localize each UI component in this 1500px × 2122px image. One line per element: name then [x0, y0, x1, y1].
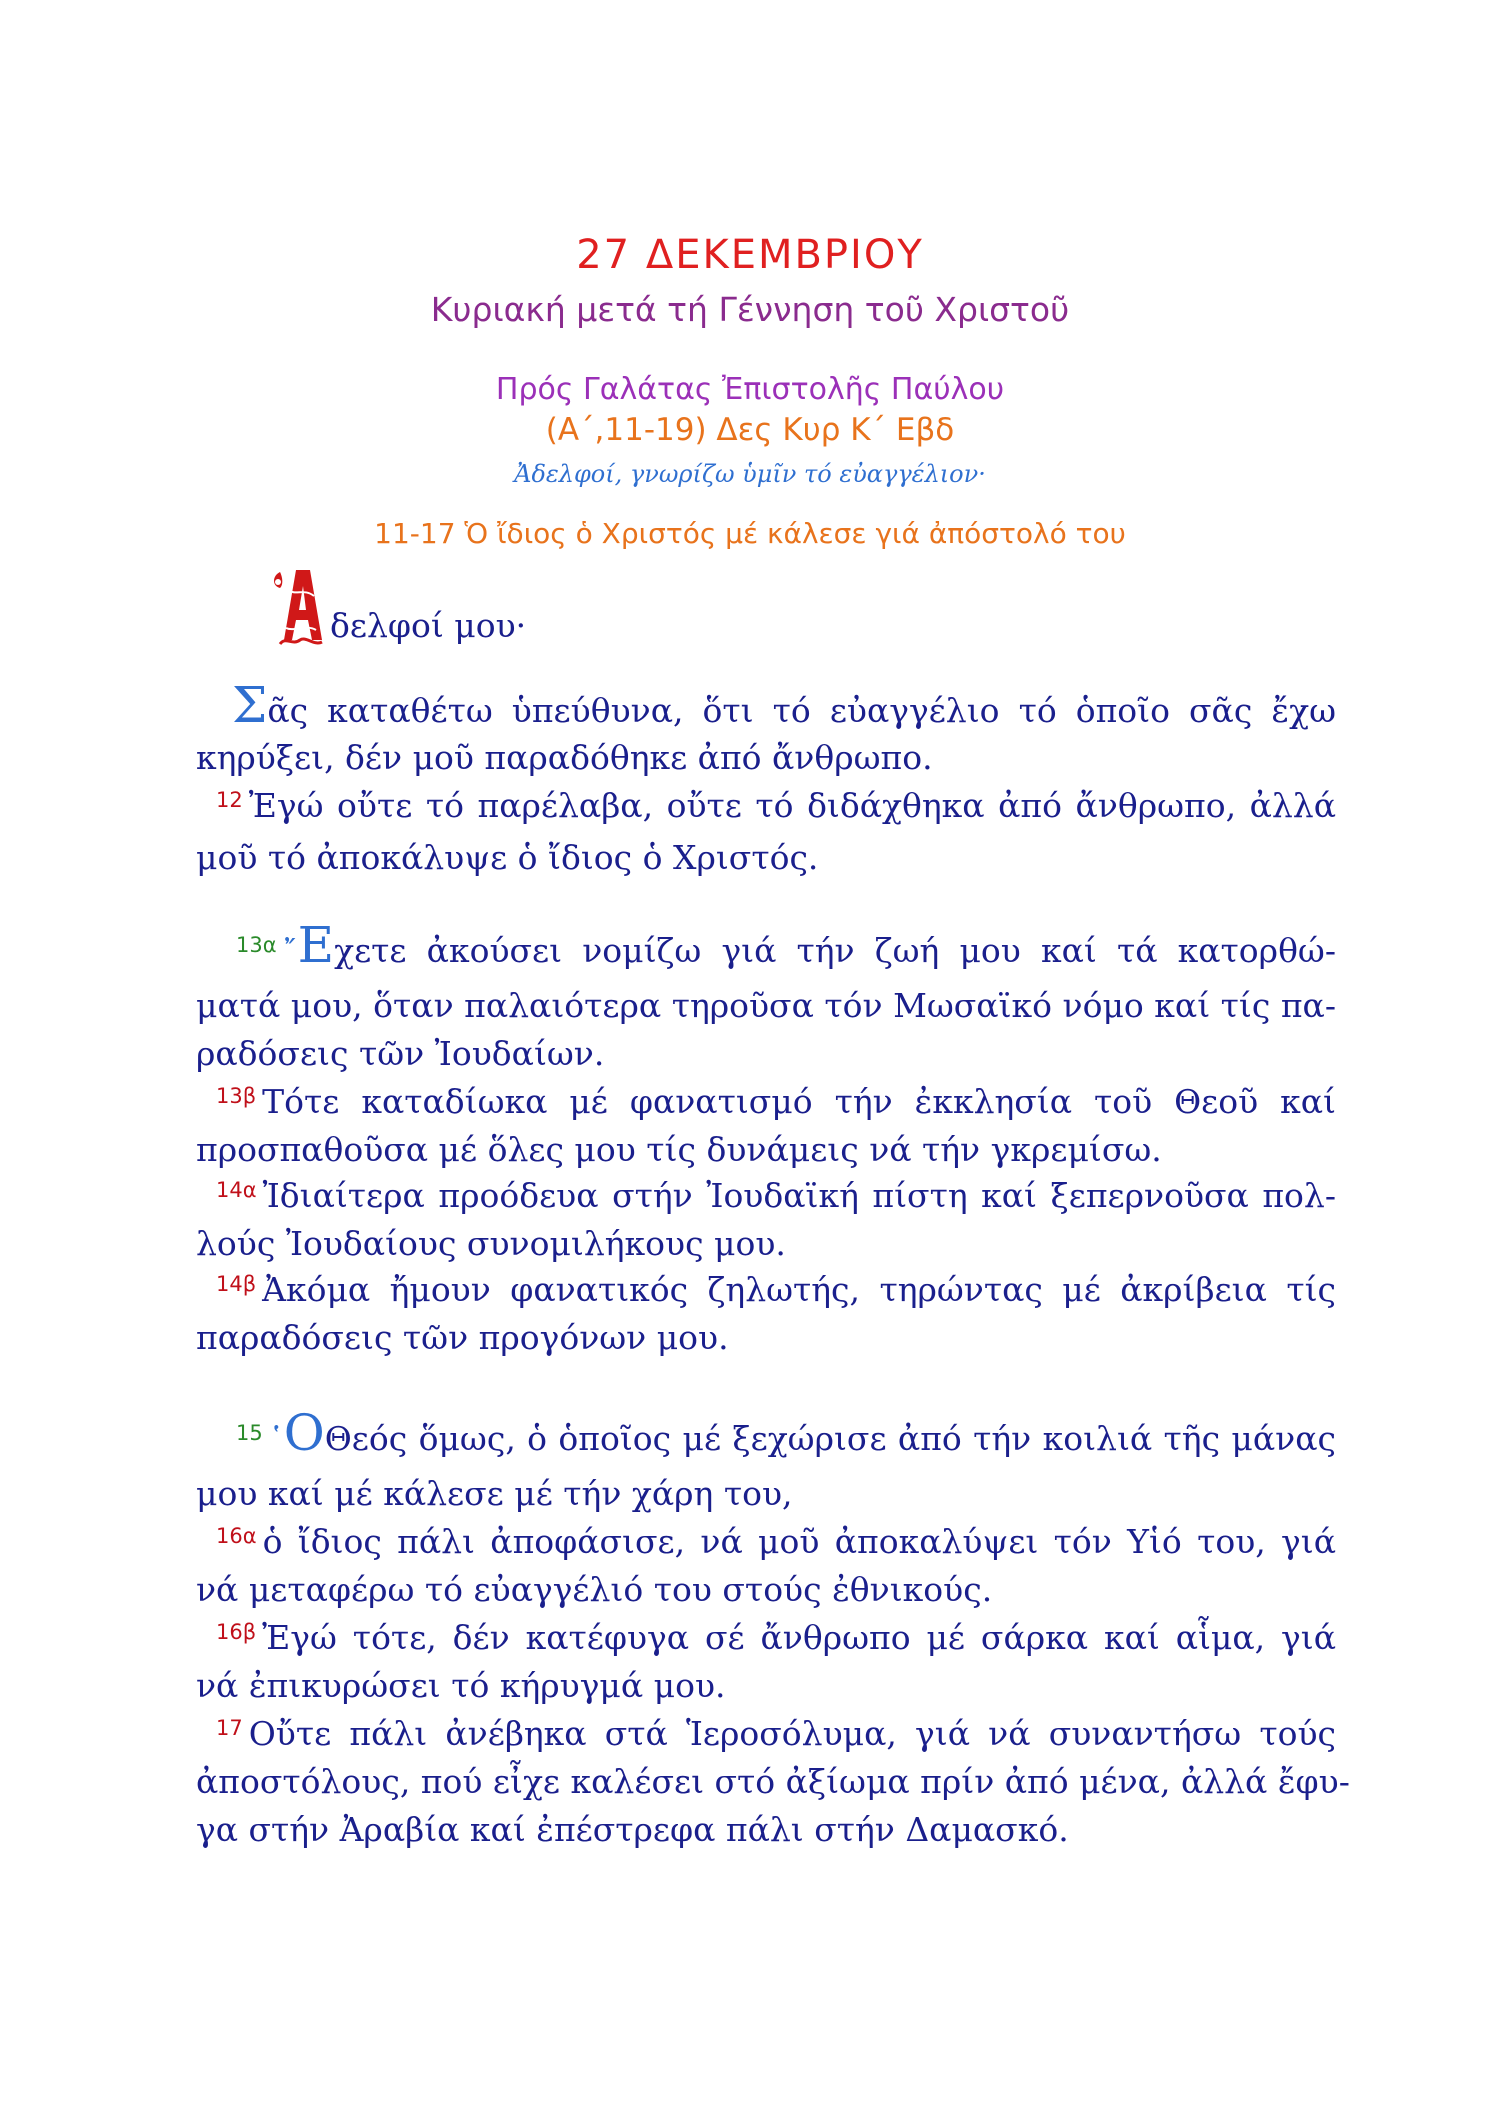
section-title: 11-17 Ὁ ἴδιος ὁ Χριστός μέ κάλεσε γιά ἀπόστολό του: [374, 517, 1126, 550]
drop-initial: Ε: [297, 916, 335, 974]
verse-12-line-1: [216, 786, 1336, 825]
verse-13a-line-1: [236, 916, 1336, 974]
verse-number: 14β: [216, 1272, 257, 1296]
verse-14a-line-1: [216, 1176, 1336, 1215]
verse-16b-line-2: νά ἐπικυρώσει τό κήρυγμά μου.: [196, 1666, 726, 1705]
verse-text: Οὔτε πάλι ἀνέβηκα στά Ἱεροσόλυμα, γιά νά συναντήσω τούς: [248, 1714, 1336, 1753]
verse-text: Ἰδιαίτερα προόδευα στήν Ἰουδαϊκή πίστη καί ξεπερνοῦσα πολ-: [262, 1176, 1336, 1215]
verse-14b-line-1: [216, 1270, 1336, 1309]
verse-13a-line-2: ματά μου, ὅταν παλαιότερα τηροῦσα τόν Μωσαϊκό νόμο καί τίς πα-: [196, 986, 1336, 1025]
reading-reference: (Α΄,11-19) Δες Κυρ Κ΄ Εβδ: [545, 412, 955, 448]
verse-17-line-2: ἀποστόλους, πού εἶχε καλέσει στό ἀξίωμα πρίν ἀπό μένα, ἀλλά ἔφυ-: [196, 1762, 1350, 1801]
verse-12-line-2: μοῦ τό ἀποκάλυψε ὁ ἴδιος ὁ Χριστός.: [196, 838, 819, 877]
verse-text: Ἀκόμα ἤμουν φανατικός ζηλωτής, τηρώντας μέ ἀκρίβεια τίς: [262, 1270, 1336, 1309]
verse-16a-line-2: νά μεταφέρω τό εὐαγγέλιό του στούς ἐθνικούς.: [196, 1570, 993, 1609]
ornamented-initial-icon: [270, 566, 328, 648]
verse-number: 17: [216, 1716, 243, 1740]
verse-text: χετε ἀκούσει νομίζω γιά τήν ζωή μου καί τά κατορθώ-: [334, 931, 1336, 970]
verse-text: ὁ ἴδιος πάλι ἀποφάσισε, νά μοῦ ἀποκαλύψει τόν Υἱό του, γιά: [262, 1522, 1336, 1561]
verse-number: 13β: [216, 1084, 257, 1108]
verse-number: 15: [236, 1421, 263, 1445]
breathing-mark: ῎: [282, 935, 298, 970]
verse-number: 13α: [236, 933, 277, 957]
verse-14b-line-2: παραδόσεις τῶν προγόνων μου.: [196, 1318, 729, 1357]
p1-text-1: ᾶς καταθέτω ὑπεύθυνα, ὅτι τό εὐαγγέλιο τό ὁποῖο σᾶς ἔχω: [267, 691, 1336, 730]
breathing-mark: ῾: [268, 1423, 284, 1458]
verse-17-line-1: [216, 1714, 1336, 1753]
feast-subtitle: Κυριακή μετά τή Γέννηση τοῦ Χριστοῦ: [430, 290, 1070, 329]
opening-rest: δελφοί μου·: [330, 606, 527, 645]
verse-16b-line-1: [216, 1618, 1336, 1657]
verse-number: 16α: [216, 1524, 257, 1548]
opening-salutation: [330, 606, 1470, 645]
verse-text: Ἐγώ οὔτε τό παρέλαβα, οὔτε τό διδάχθηκα ἀπό ἄνθρωπο, ἀλλά: [248, 786, 1336, 825]
p1-line-2: κηρύξει, δέν μοῦ παραδόθηκε ἀπό ἄνθρωπο.: [196, 738, 933, 777]
epistle-title: Πρός Γαλάτας Ἐπιστολῆς Παύλου: [495, 372, 1005, 407]
date-heading: 27 ΔΕΚΕΜΒΡΙΟΥ: [576, 232, 924, 278]
verse-13b-line-2: προσπαθοῦσα μέ ὅλες μου τίς δυνάμεις νά τήν γκρεμίσω.: [196, 1130, 1162, 1169]
verse-15-line-2: μου καί μέ κάλεσε μέ τήν χάρη του,: [196, 1474, 793, 1513]
verse-17-line-3: γα στήν Ἀραβία καί ἐπέστρεφα πάλι στήν Δαμασκό.: [196, 1810, 1069, 1849]
verse-text: Τότε καταδίωκα μέ φανατισμό τήν ἐκκλησία τοῦ Θεοῦ καί: [262, 1082, 1336, 1121]
verse-number: 16β: [216, 1620, 257, 1644]
drop-initial: Ο: [283, 1404, 325, 1462]
verse-13b-line-1: [216, 1082, 1336, 1121]
drop-initial: Σ: [232, 676, 268, 734]
verse-15-line-1: [236, 1404, 1336, 1462]
verse-number: 12: [216, 788, 243, 812]
verse-13a-line-3: ραδόσεις τῶν Ἰουδαίων.: [196, 1034, 605, 1073]
verse-number: 14α: [216, 1178, 257, 1202]
incipit-line: Ἀδελφοί, γνωρίζω ὑμῖν τό εὐαγγέλιον·: [514, 460, 986, 488]
verse-14a-line-2: λούς Ἰουδαίους συνομιλήκους μου.: [196, 1224, 786, 1263]
verse-text: Ἐγώ τότε, δέν κατέφυγα σέ ἄνθρωπο μέ σάρκα καί αἷμα, γιά: [262, 1618, 1336, 1657]
p1-line-1: [232, 676, 1336, 734]
verse-text: Θεός ὅμως, ὁ ὁποῖος μέ ξεχώρισε ἀπό τήν κοιλιά τῆς μάνας: [324, 1419, 1336, 1458]
verse-16a-line-1: [216, 1522, 1336, 1561]
